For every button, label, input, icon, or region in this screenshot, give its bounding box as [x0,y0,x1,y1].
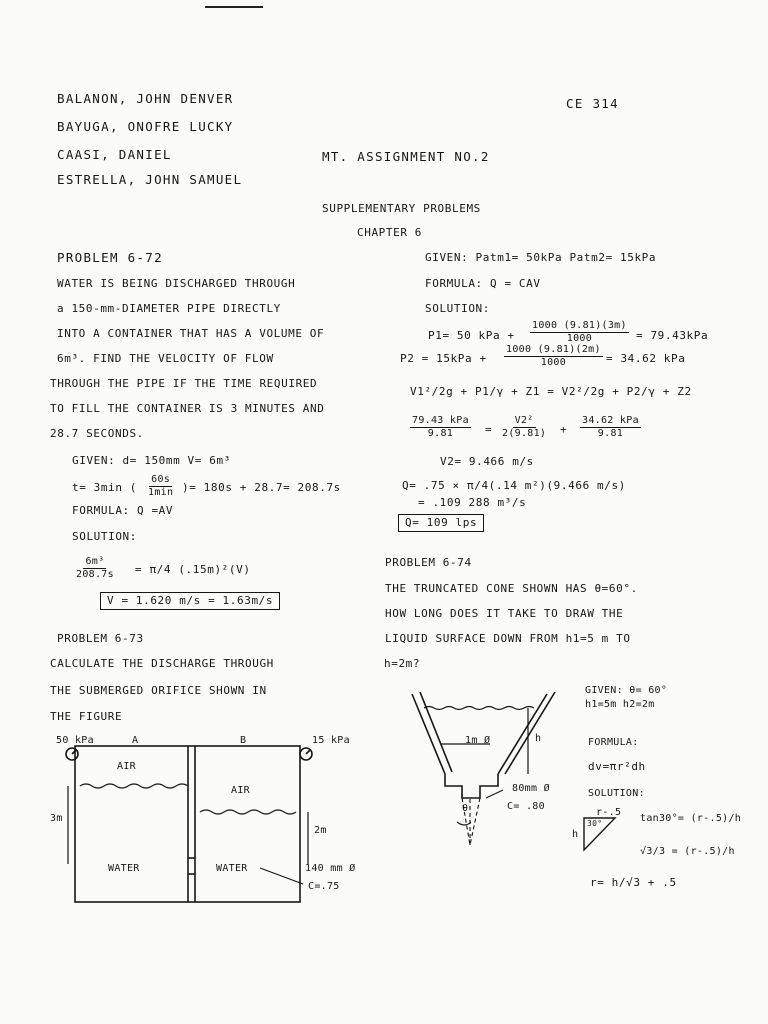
v2-result: V2= 9.466 m/s [440,455,534,468]
solution-label: SOLUTION: [588,788,645,799]
problem-statement-line: CALCULATE THE DISCHARGE THROUGH [50,657,274,670]
cone-h-label: h [535,733,542,744]
time-eq-prefix: t= 3min ( [72,481,138,494]
bernoulli-equation: V1²/2g + P1/γ + Z1 = V2²/2g + P2/γ + Z2 [410,385,692,398]
problem-title: PROBLEM 6-73 [57,632,144,645]
fraction-num: 34.62 kPa [582,415,639,426]
fraction-num: 1000 (9.81)(3m) [532,320,627,331]
theta-arc [457,822,471,825]
solution-label: SOLUTION: [72,530,138,543]
answer-box: Q= 109 lps [398,514,484,532]
equation-rhs: = π/4 (.15m)²(V) [135,563,251,576]
leader-line [486,790,503,798]
given-line: GIVEN: Patm1= 50kPa Patm2= 15kPa [425,251,657,264]
water-surface-b [200,810,296,814]
problem-statement-line: HOW LONG DOES IT TAKE TO DRAW THE [385,607,624,620]
assignment-title: MT. ASSIGNMENT NO.2 [322,149,490,164]
fraction-den: 208.7s [76,569,114,580]
given-line: h1=5m h2=2m [585,699,655,710]
fraction-den: 9.81 [597,428,624,439]
course-code: CE 314 [566,96,619,111]
given-line: GIVEN: d= 150mm V= 6m³ [72,454,231,467]
cone-liquid-surface [424,707,534,710]
chapter-label: CHAPTER 6 [357,226,423,239]
tank-a-label: A [132,735,139,746]
tank-b-label: B [240,735,247,746]
p2-prefix: P2 = 15kPa + [400,352,487,365]
cone-right-wall [505,692,555,774]
gauge-needle [306,750,310,754]
formula-label: FORMULA: [588,737,639,748]
problem-statement-line: 6m³. FIND THE VELOCITY OF FLOW [57,352,274,365]
formula-equation: dv=πr²dh [588,760,646,773]
discharge-line: Q= .75 × π/4(.14 m²)(9.466 m/s) [402,479,626,492]
cone-orifice-diameter: 80mm Ø [512,783,550,794]
orifice-coefficient: C=.75 [308,881,340,892]
problem-statement-line: a 150-mm-DIAMETER PIPE DIRECTLY [57,302,281,315]
cone-bottom [445,774,498,798]
solution-label: SOLUTION: [425,302,491,315]
triangle-diagram [584,818,615,850]
fraction-num: 1000 (9.81)(2m) [506,344,601,355]
cone-right-wall [498,694,547,774]
equals-sign: = [485,423,493,436]
cone-left-wall [420,692,452,772]
problem-title: PROBLEM 6-74 [385,556,472,569]
air-label-a: AIR [117,761,136,772]
time-eq-suffix: )= 180s + 28.7= 208.7s [182,481,341,494]
triangle-side-label: h [572,829,579,840]
right-pressure-label: 15 kPa [312,735,350,746]
air-label-b: AIR [231,785,250,796]
water-label-a: WATER [108,863,140,874]
author-name: BALANON, JOHN DENVER [57,91,234,106]
problem-statement-line: THE FIGURE [50,710,123,723]
cone-projection [462,798,470,845]
orifice-diameter: 140 mm Ø [305,863,356,874]
tanks-figure [66,746,312,902]
formula-line: FORMULA: Q =AV [72,504,174,517]
cone-figure [412,692,555,845]
water-label-b: WATER [216,863,248,874]
water-surface-a [80,784,188,788]
time-fraction-num: 60s [151,474,171,485]
cone-orifice-coefficient: C= .80 [507,801,545,812]
section-subtitle: SUPPLEMENTARY PROBLEMS [322,202,481,215]
problem-statement-line: THE TRUNCATED CONE SHOWN HAS θ=60°. [385,582,638,595]
triangle-top-label: r-.5 [596,807,622,818]
problem-statement-line: LIQUID SURFACE DOWN FROM h1=5 m TO [385,632,631,645]
problem-title: PROBLEM 6-72 [57,250,163,265]
radius-equation: r= h/√3 + .5 [590,876,677,889]
p2-result: = 34.62 kPa [606,352,686,365]
discharge-line: = .109 288 m³/s [418,496,527,509]
fraction-den: 1000 [566,333,593,344]
problem-statement-line: TO FILL THE CONTAINER IS 3 MINUTES AND [50,402,325,415]
formula-line: FORMULA: Q = CAV [425,277,541,290]
author-name: CAASI, DANIEL [57,147,172,162]
fraction-num: 6m³ [85,556,105,567]
triangle-angle-label: 30° [587,819,603,828]
author-name: BAYUGA, ONOFRE LUCKY [57,119,234,134]
plus-sign: + [560,423,568,436]
fraction-den: 1000 [540,357,567,368]
p1-result: = 79.43kPa [636,329,709,342]
fraction-num: V2² [514,415,534,426]
problem-statement-line: WATER IS BEING DISCHARGED THROUGH [57,277,296,290]
given-line: GIVEN: θ= 60° [585,685,668,696]
dim-2m: 2m [314,825,327,836]
fraction-den: 2(9.81) [502,428,547,439]
left-pressure-label: 50 kPa [56,735,94,746]
time-fraction-den: 1min [148,487,174,498]
cone-top-diameter: 1m Ø [465,735,491,746]
problem-statement-line: 28.7 SECONDS. [50,427,144,440]
p1-prefix: P1= 50 kPa + [428,329,515,342]
cone-theta: θ [462,803,469,814]
problem-statement-line: THROUGH THE PIPE IF THE TIME REQUIRED [50,377,318,390]
answer-box: V = 1.620 m/s = 1.63m/s [100,592,280,610]
fraction-den: 9.81 [427,428,454,439]
h-equation: h=2m? [384,657,421,670]
leader-line [260,868,303,884]
dim-3m: 3m [50,813,63,824]
tan-equation: tan30°= (r-.5)/h [640,813,742,824]
problem-statement-line: THE SUBMERGED ORIFICE SHOWN IN [50,684,267,697]
problem-statement-line: INTO A CONTAINER THAT HAS A VOLUME OF [57,327,325,340]
cone-projection [470,798,480,845]
fraction-num: 79.43 kPa [412,415,469,426]
author-name: ESTRELLA, JOHN SAMUEL [57,172,243,187]
sqrt-equation: √3/3 = (r-.5)/h [640,846,735,857]
